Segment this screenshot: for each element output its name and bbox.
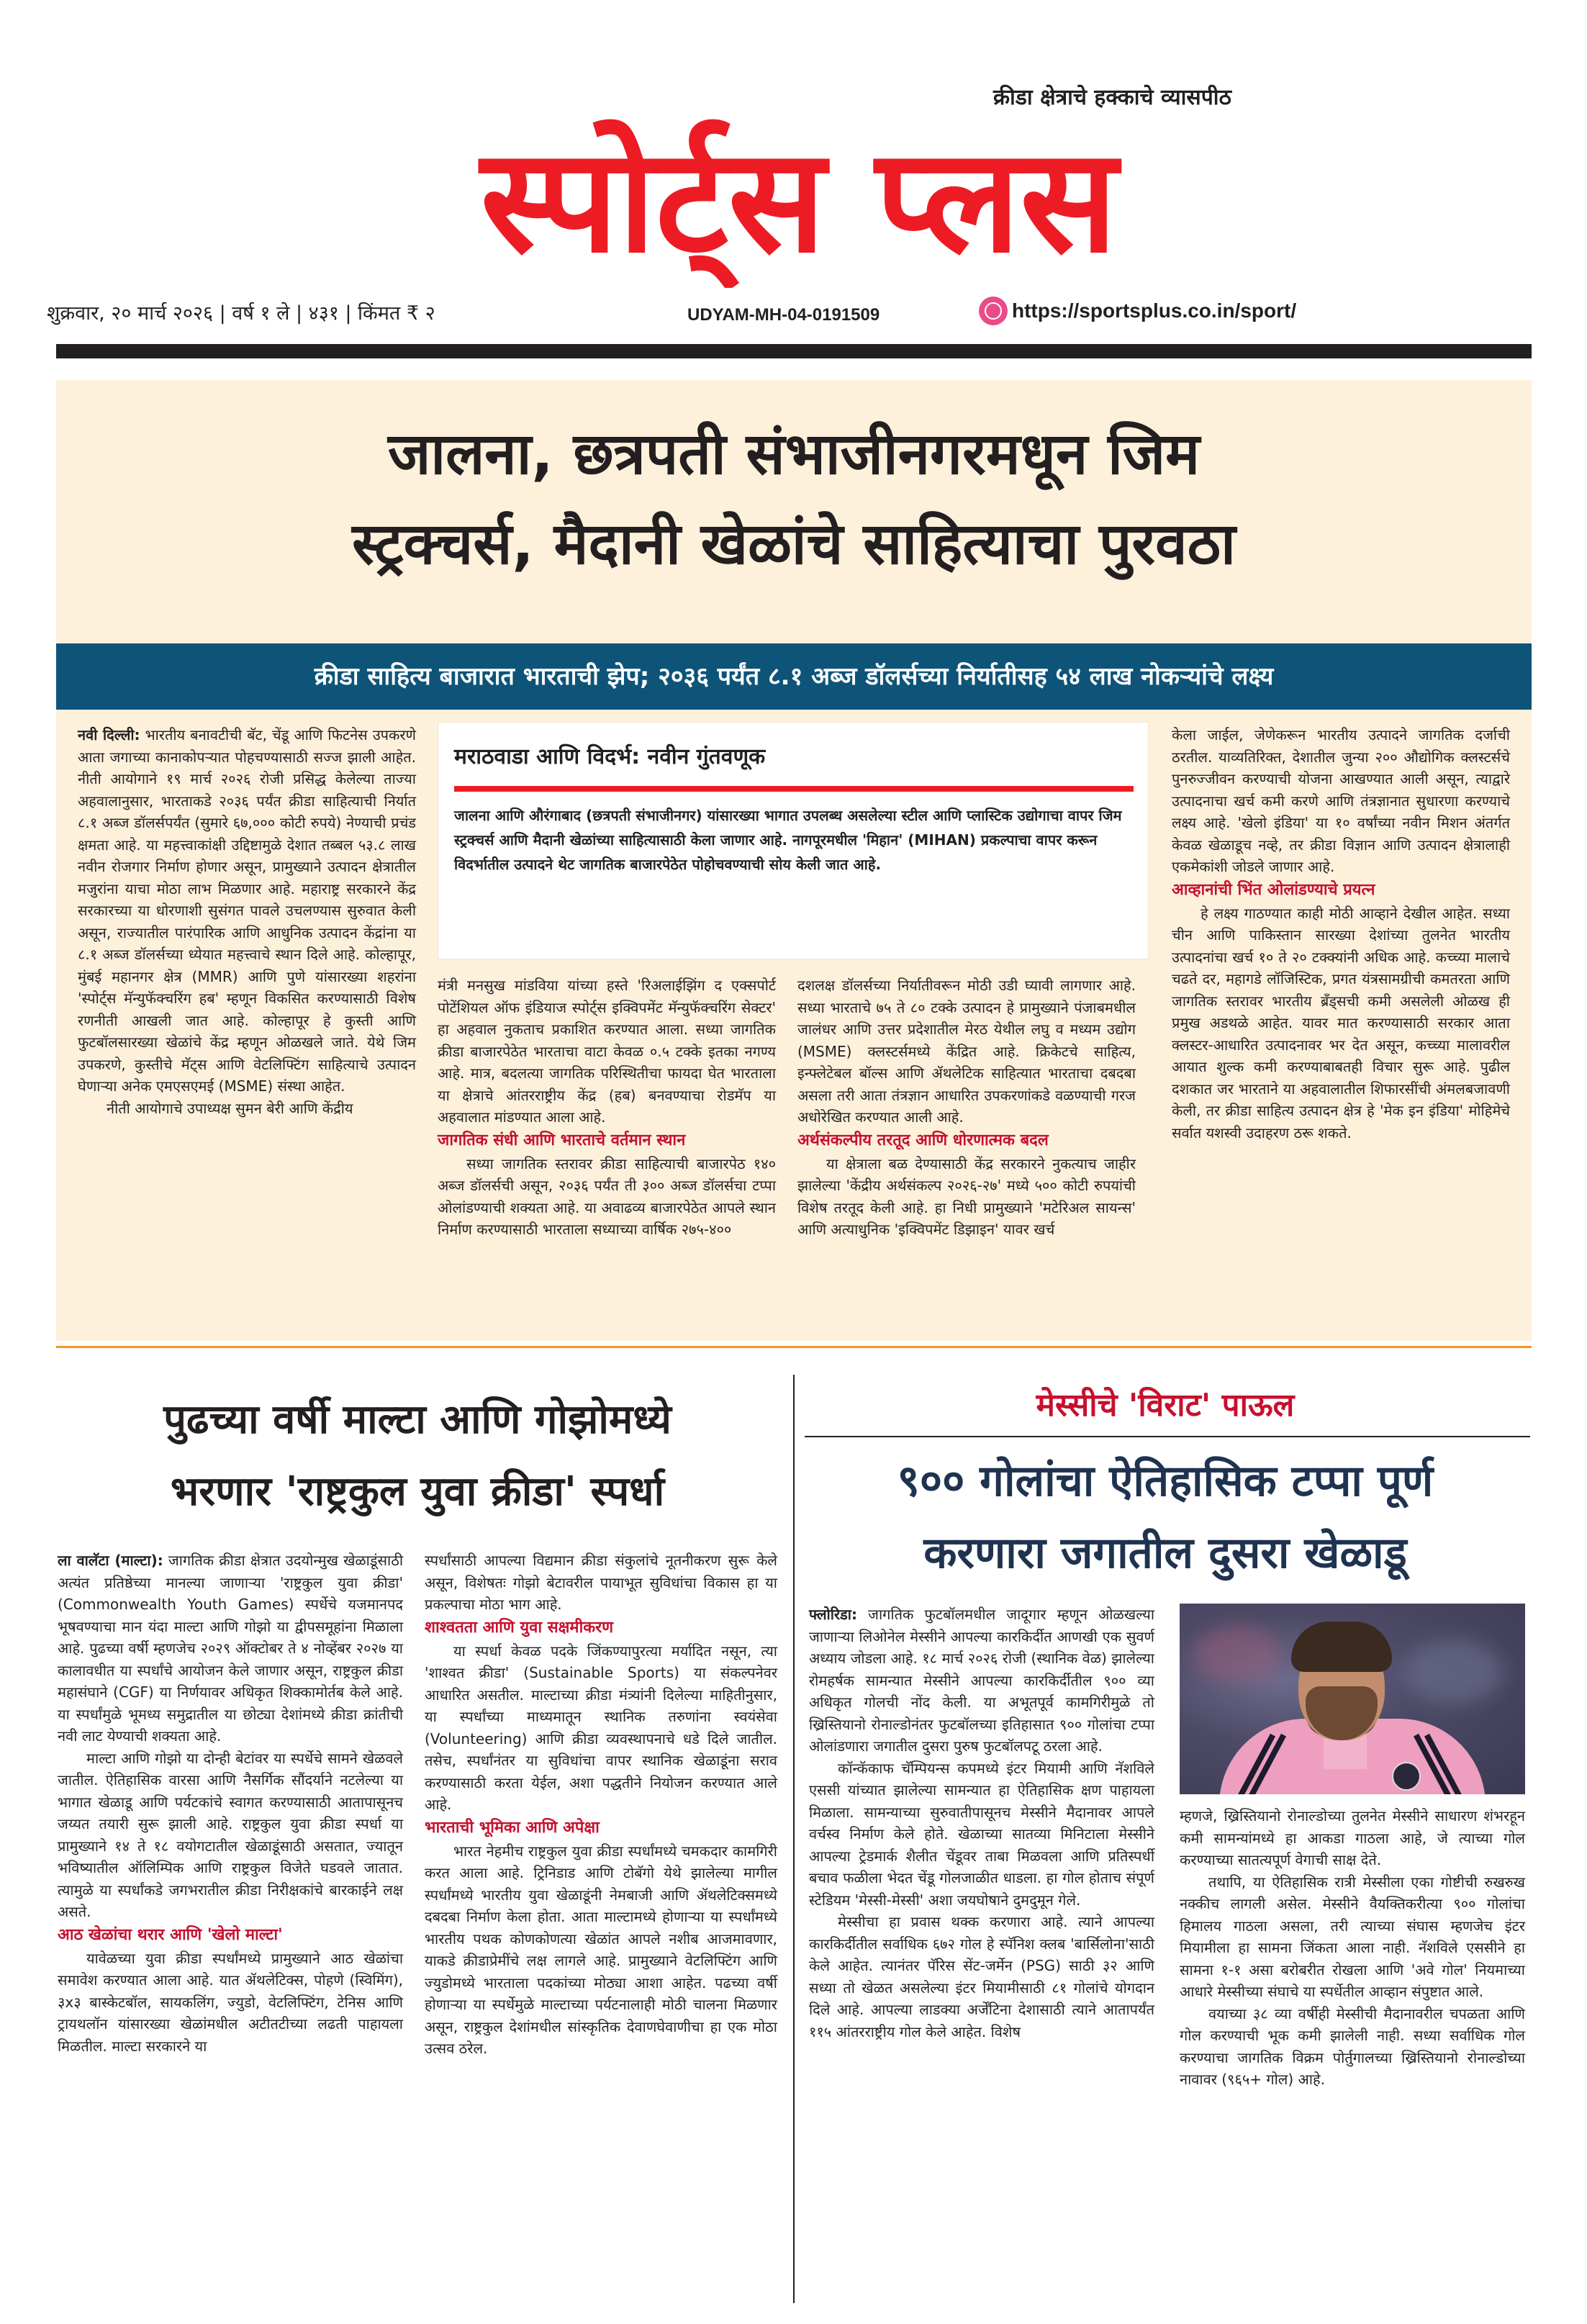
- lead-headline-line1: जालना, छत्रपती संभाजीनगरमधून जिम: [387, 420, 1201, 487]
- story3-paragraph: जागतिक फुटबॉलमधील जादूगार म्हणून ओळखल्या जाणाऱ्या लिओनेल मेस्सीने आपल्या कारकिर्दीत आणखी एक सुवर्ण अध्याय जोडला आहे. १८ मार्च २०२६ रोजी (स्थानिक वेळ) झालेल्या रोमहर्षक सामन्यात मेस्सीने आपल्या कारकिर्दीतील ९०० व्या अधिकृत गोलची नोंद केली. या अभूतपूर्व कामगिरीमुळे तो ख्रिस्तियानो रोनाल्डोनंतर फुटबॉलच्या इतिहासात ९०० गोलांचा टप्पा ओलांडणारा जगातील दुसरा पुरुष फुटबॉलपटू ठरला आहे.: [809, 1606, 1155, 1755]
- lead-paragraph: मंत्री मनसुख मांडविया यांच्या हस्ते 'रिअलाईझिंग द एक्सपोर्ट पोटेंशियल ऑफ इंडियाज स्पोर्ट्स इक्विपमेंट मॅन्युफॅक्चरिंग सेक्टर' हा अहवाल नुकताच प्रकाशित करण्यात आला. सध्या जागतिक क्रीडा बाजारपेठेत भारताचा वाटा केवळ ०.५ टक्के इतका नगण्य आहे. मात्र, बदलत्या जागतिक परिस्थितीचा फायदा घेत भारताला या क्षेत्राचे आंतरराष्ट्रीय केंद्र (हब) बनवण्याचा रोडमॅप या अहवालात मांडण्यात आला आहे.: [438, 977, 776, 1126]
- story-messi-900-goals: [795, 1348, 1536, 2324]
- sidebar-box-title: मराठवाडा आणि विदर्भ: नवीन गुंतवणूक: [454, 744, 766, 769]
- story3-headline-line1: ९०० गोलांचा ऐतिहासिक टप्पा पूर्ण: [897, 1456, 1434, 1506]
- lead-paragraph: दशलक्ष डॉलर्सच्या निर्यातीवरून मोठी उडी घ्यावी लागणार आहे. सध्या भारताचे ७५ ते ८० टक्के उत्पादन हे प्रामुख्याने पंजाबमधील जालंधर आणि उत्तर प्रदेशातील मेरठ येथील लघु व मध्यम उद्योग (MSME) क्लस्टर्समध्ये केंद्रित आहे. क्रिकेटचे साहित्य, इन्फ्लेटेबल बॉल्स आणि ॲथलेटिक साहित्यात भारताचा दबदबा असला तरी आता तंत्रज्ञान आधारित उपकरणांकडे वळण्याची गरज अधोरेखित करण्यात आली आहे.: [797, 977, 1136, 1126]
- story2-paragraph: जागतिक क्रीडा क्षेत्रात उदयोन्मुख खेळाडूंसाठी अत्यंत प्रतिष्ठेच्या मानल्या जाणाऱ्या 'राष्ट्रकुल युवा क्रीडा' (Commonwealth Youth Games) स्पर्धेचे यजमानपद भूषवण्याचा मान यंदा माल्टा आणि गोझो या द्वीपसमूहांना मिळाला आहे. पुढच्या वर्षी म्हणजेच २०२९ ऑक्टोबर ते ४ नोव्हेंबर २०२७ या कालावधीत या स्पर्धांचे आयोजन केले जाणार असून, राष्ट्रकुल क्रीडा महासंघाने (CGF) या निर्णयावर अधिकृत शिक्कामोर्तब केले आहे. या स्पर्धांमुळे भूमध्य समुद्रातील या छोट्या देशांमध्ये क्रीडा क्रांतीची नवी लाट येण्याची शक्यता आहे.: [58, 1552, 404, 1745]
- sidebar-box-text: जालना आणि औरंगाबाद (छत्रपती संभाजीनगर) यांसारख्या भागात उपलब्ध असलेल्या स्टील आणि प्लास्टिक उद्योगाचा वापर जिम स्ट्रक्चर्स आणि मैदानी खेळांच्या साहित्यासाठी केला जाणार आहे. नागपूरमधील 'मिहान' (MIHAN) प्रकल्पाचा वापर करून विदर्भातील उत्पादने थेट जागतिक बाजारपेठेत पोहोचवण्याची सोय केली जात आहे.: [454, 807, 1122, 873]
- dribbble-icon: [979, 297, 1008, 325]
- newspaper-logo: स्पोर्ट्स प्लस: [480, 117, 1118, 285]
- lead-column-1: [78, 724, 416, 1119]
- lead-subhead: जागतिक संधी आणि भारताचे वर्तमान स्थान: [438, 1131, 686, 1149]
- story2-subhead: भारताची भूमिका आणि अपेक्षा: [425, 1818, 600, 1837]
- story2-subhead: आठ खेळांचा थरार आणि 'खेलो माल्टा': [58, 1925, 283, 1944]
- lead-headline: [56, 409, 1532, 589]
- lead-paragraph: नीती आयोगाचे उपाध्यक्ष सुमन बेरी आणि केंद्रीय: [107, 1099, 353, 1117]
- story3-paragraph: तथापि, या ऐतिहासिक रात्री मेस्सीला एका गोष्टीची रुखरुख नक्कीच लागली असेल. मेस्सीने वैयक्तिकरीत्या ९०० गोलांचा हिमालय गाठला असला, तरी त्याच्या संघास म्हणजेच इंटर मियामीला हा सामना जिंकता आला नाही. नॅशविले एससीने हा सामना १-१ असा बरोबरीत रोखला आणि 'अवे गोल' नियमाच्या आधारे मेस्सीच्या संघाचे या स्पर्धेतील आव्हान संपुष्टात आले.: [1180, 1873, 1525, 2000]
- story-commonwealth-youth-games: [43, 1348, 792, 2324]
- lead-headline-line2: स्ट्रक्चर्स, मैदानी खेळांचे साहित्याचा पुरवठा: [352, 510, 1236, 577]
- lead-column-4: [1172, 724, 1510, 1144]
- story2-paragraph: स्पर्धांसाठी आपल्या विद्यमान क्रीडा संकुलांचे नूतनीकरण सुरू केले असून, विशेषतः गोझो बेटावरील पायाभूत सुविधांचा विकास हा या प्रकल्पाचा मोठा भाग आहे.: [425, 1552, 777, 1613]
- lead-paragraph: भारतीय बनावटीची बॅट, चेंडू आणि फिटनेस उपकरणे आता जगाच्या कानाकोपऱ्यात पोहचण्यासाठी सज्ज झाली आहेत. नीती आयोगाने १९ मार्च २०२६ रोजी प्रसिद्ध केलेल्या ताज्या अहवालानुसार, भारताकडे २०३६ पर्यंत क्रीडा साहित्याची निर्यात ८.१ अब्ज डॉलर्सपर्यंत (सुमारे ६७,००० कोटी रुपये) नेण्याची प्रचंड क्षमता आहे. या महत्त्वाकांक्षी उद्दिष्टामुळे देशात तब्बल ५३.८ लाख नवीन रोजगार निर्माण होणार असून, प्रामुख्याने उत्पादन क्षेत्रातील मजुरांना याचा मोठा लाभ मिळणार आहे. महाराष्ट्र सरकारने केंद्र सरकारच्या या धोरणाशी सुसंगत पावले उचलण्यास सुरुवात केली असून, राज्यातील पारंपारिक आणि आधुनिक उत्पादन केंद्रांना या ८.१ अब्ज डॉलर्सच्या ध्येयात महत्त्वाचे स्थान दिले आहे. कोल्हापूर, मुंबई महानगर क्षेत्र (MMR) आणि पुणे यांसारख्या शहरांना 'स्पोर्ट्स मॅन्युफॅक्चरिंग हब' म्हणून विकसित करण्यासाठी विशेष रणनीती आखली जात आहे. कोल्हापूर हे कुस्ती आणि फुटबॉलसारख्या खेळांचे केंद्र म्हणून ओळखले जाते. येथे जिम उपकरणे, कुस्तीचे मॅट्स आणि वेटलिफ्टिंग साहित्याचे उत्पादन घेणाऱ्या अनेक एमएसएमई (MSME) संस्था आहेत.: [78, 726, 417, 1095]
- club-crest-icon: [1392, 1762, 1421, 1791]
- issue-dateline: शुक्रवार, २० मार्च २०२६ | वर्ष १ ले | ४३१ | किंमत ₹ २: [47, 302, 435, 325]
- story2-column-1: [58, 1550, 403, 2057]
- lead-paragraph: सध्या जागतिक स्तरावर क्रीडा साहित्याची बाजारपेठ १४० अब्ज डॉलर्सची असून, २०३६ पर्यंत ती ३०० अब्ज डॉलर्सचा टप्पा ओलांडण्याची शक्यता आहे. या अवाढव्य बाजारपेठेत आपले स्थान निर्माण करण्यासाठी भारताला सध्याच्या वार्षिक २७५-४००: [438, 1154, 776, 1238]
- story2-subhead: शाश्वतता आणि युवा सक्षमीकरण: [425, 1618, 614, 1637]
- lead-subhead: आव्हानांची भिंत ओलांडण्याचे प्रयत्न: [1172, 880, 1375, 899]
- website-link[interactable]: [979, 297, 1296, 325]
- story2-paragraph: यावेळच्या युवा क्रीडा स्पर्धांमध्ये प्रामुख्याने आठ खेळांचा समावेश करण्यात आला आहे. यात ॲथलेटिक्स, पोहणे (स्विमिंग), ३x३ बास्केटबॉल, सायकलिंग, ज्युडो, वेटलिफ्टिंग, टेनिस आणि ट्रायथलॉन यांसारख्या खेळांमधील अटीतटीच्या लढती पाहायला मिळतील. माल्टा सरकारने या: [58, 1949, 403, 2055]
- lead-dateline: नवी दिल्ली:: [78, 726, 140, 743]
- masthead-rule: [56, 344, 1532, 358]
- story3-paragraph: मेस्सीचा हा प्रवास थक्क करणारा आहे. त्याने आपल्या कारकिर्दीतील सर्वाधिक ६७२ गोल हे स्पॅनिश क्लब 'बार्सिलोना'साठी केले आहेत. त्यानंतर पॅरिस सेंट-जर्मेन (PSG) साठी ३२ आणि सध्या तो खेळत असलेल्या इंटर मियामीसाठी ८१ गोलांचे योगदान दिले आहे. आपल्या लाडक्या अर्जेंटिना देशासाठी त्याने आतापर्यंत ११५ आंतरराष्ट्रीय गोल केले आहेत. विशेष: [809, 1913, 1154, 2040]
- lead-story: [56, 380, 1532, 1341]
- story2-headline: [43, 1384, 792, 1528]
- story2-dateline: ला वालॅटा (माल्टा):: [58, 1552, 163, 1569]
- lead-paragraph: केला जाईल, जेणेकरून भारतीय उत्पादने जागतिक दर्जाची ठरतील. याव्यतिरिक्त, देशातील जुन्या २०० औद्योगिक क्लस्टर्सचे पुनरुज्जीवन करण्याची योजना आखण्यात आली असून, त्याद्वारे उत्पादनाचा खर्च कमी करणे आणि तंत्रज्ञानात सुधारणा करण्याचे लक्ष्य आहे. 'खेलो इंडिया' या १० वर्षांच्या नवीन मिशन अंतर्गत केवळ खेळाडूच नव्हे, तर क्रीडा विज्ञान आणि उत्पादन क्षेत्रालाही एकमेकांशी जोडले जाणार आहे.: [1172, 726, 1510, 875]
- sidebar-box-rule: [454, 786, 1134, 792]
- story3-paragraph: म्हणजे, ख्रिस्तियानो रोनाल्डोच्या तुलनेत मेस्सीने साधारण शंभरहून कमी सामन्यांमध्ये हा आकडा गाठला आहे, जे त्याच्या गोल करण्याच्या सातत्यपूर्ण वेगाची साक्ष देते.: [1180, 1807, 1525, 1868]
- website-url[interactable]: https://sportsplus.co.in/sport/: [1012, 299, 1297, 322]
- story3-paragraph: वयाच्या ३८ व्या वर्षीही मेस्सीची मैदानावरील चपळता आणि गोल करण्याची भूक कमी झालेली नाही. सध्या सर्वाधिक गोल करण्याचा जागतिक विक्रम पोर्तुगालच्या ख्रिस्तियानो रोनाल्डोच्या नावावर (९६५+ गोल) आहे.: [1180, 2004, 1525, 2088]
- story3-headline: [795, 1445, 1536, 1589]
- masthead: [0, 0, 1587, 360]
- lead-column-2: [438, 975, 776, 1241]
- tagline: क्रीडा क्षेत्राचे हक्काचे व्यासपीठ: [993, 85, 1231, 110]
- sidebar-box-marathwada: [438, 722, 1149, 959]
- story3-column-1: [809, 1604, 1154, 2043]
- story3-kicker: मेस्सीचे 'विराट' पाऊल: [1036, 1387, 1295, 1424]
- story2-paragraph: माल्टा आणि गोझो या दोन्ही बेटांवर या स्पर्धेचे सामने खेळवले जातील. ऐतिहासिक वारसा आणि नैसर्गिक सौंदर्याने नटलेल्या या भागात खेळाडू आणि पर्यटकांचे स्वागत करण्यासाठी आतापासूनच जय्यत तयारी सुरू झाली आहे. राष्ट्रकुल युवा क्रीडा स्पर्धा या प्रामुख्याने १४ ते १८ वयोगटातील खेळाडूंसाठी असतात, ज्यातून भविष्यातील ऑलिम्पिक आणि राष्ट्रकुल विजेते घडवले जातात. त्यामुळे या स्पर्धांकडे जगभरातील क्रीडा निरीक्षकांचे बारकाईने लक्ष असते.: [58, 1749, 403, 1920]
- kicker-rule: [805, 1436, 1530, 1437]
- lead-paragraph: हे लक्ष्य गाठण्यात काही मोठी आव्हाने देखील आहेत. सध्या चीन आणि पाकिस्तान सारख्या देशांच्या तुलनेत भारतीय उत्पादनांचा खर्च १० ते २० टक्क्यांनी अधिक आहे. कच्च्या मालाचे चढते दर, महागडे लॉजिस्टिक, प्रगत यंत्रसामग्रीची कमतरता आणि जागतिक स्तरावर भारतीय ब्रँड्सची कमी असलेली ओळख ही प्रमुख अडथळे आहेत. यावर मात करण्यासाठी सरकार आता क्लस्टर-आधारित उत्पादनावर भर देत असून, कच्च्या मालावरील आयात शुल्क कमी करण्याबाबतही विचार सुरू आहे. पुढील दशकात जर भारताने या अहवालातील शिफारसींची अंमलबजावणी केली, तर क्रीडा साहित्य उत्पादन क्षेत्र हे 'मेक इन इंडिया' मोहिमेचे सर्वात यशस्वी उदाहरण ठरू शकते.: [1172, 904, 1510, 1141]
- story2-column-2: [425, 1550, 777, 2060]
- story3-headline-line2: करणारा जगातील दुसरा खेळाडू: [923, 1528, 1407, 1578]
- lead-subhead: अर्थसंकल्पीय तरतूद आणि धोरणात्मक बदल: [797, 1131, 1049, 1149]
- udyam-registration: UDYAM-MH-04-0191509: [687, 305, 880, 325]
- lead-strapline: क्रीडा साहित्य बाजारात भारताची झेप; २०३६ पर्यंत ८.१ अब्ज डॉलर्सच्या निर्यातीसह ५४ लाख नोकऱ्यांचे लक्ष्य: [56, 643, 1532, 710]
- messi-photo: [1180, 1604, 1525, 1794]
- story2-paragraph: भारत नेहमीच राष्ट्रकुल युवा क्रीडा स्पर्धांमध्ये चमकदार कामगिरी करत आला आहे. ट्रिनिडाड आणि टोबॅगो येथे झालेल्या मागील स्पर्धांमध्ये भारतीय युवा खेळाडूंनी नेमबाजी आणि ॲथलेटिक्समध्ये दबदबा निर्माण केला होता. आता माल्टामध्ये होणाऱ्या या स्पर्धांमध्ये भारतीय पथक कोणकोणत्या खेळांत आपले नशीब आजमावणार, याकडे क्रीडाप्रेमींचे लक्ष लागले आहे. प्रामुख्याने वेटलिफ्टिंग आणि ज्युडोमध्ये भारताला पदकांच्या मोठ्या आशा आहेत. पढच्या वर्षी होणाऱ्या या स्पर्धेमुळे माल्टाच्या पर्यटनालाही मोठी चालना मिळणार असून, राष्ट्रकुल देशांमधील सांस्कृतिक देवाणघेवाणीचा हा एक मोठा उत्सव ठरेल.: [425, 1842, 777, 2057]
- story3-dateline: फ्लोरिडा:: [809, 1606, 857, 1623]
- story3-column-2: [1180, 1805, 1525, 2091]
- story2-headline-line1: पुढच्या वर्षी माल्टा आणि गोझोमध्ये: [163, 1396, 672, 1443]
- story3-paragraph: कॉन्कॅकाफ चॅम्पियन्स कपमध्ये इंटर मियामी आणि नॅशविले एससी यांच्यात झालेल्या सामन्यात हा ऐतिहासिक क्षण पाहायला मिळाला. सामन्याच्या सुरुवातीपासूनच मेस्सीने मैदानावर आपले वर्चस्व निर्माण केले होते. खेळाच्या सातव्या मिनिटाला मेस्सीने आपल्या ट्रेडमार्क शैलीत चेंडूवर ताबा मिळवला आणि प्रतिस्पर्धी बचाव फळीला भेदत चेंडू गोलजाळीत धाडला. हा गोल होताच संपूर्ण स्टेडियम 'मेस्सी-मेस्सी' अशा जयघोषाने दुमदुमून गेले.: [809, 1759, 1154, 1909]
- lead-column-3: [797, 975, 1136, 1241]
- lead-paragraph: या क्षेत्राला बळ देण्यासाठी केंद्र सरकारने नुकत्याच जाहीर झालेल्या 'केंद्रीय अर्थसंकल्प २०२६-२७' मध्ये ५०० कोटी रुपयांची विशेष तरतूद केली आहे. हा निधी प्रामुख्याने 'मटेरिअल सायन्स' आणि अत्याधुनिक 'इक्विपमेंट डिझाइन' यावर खर्च: [797, 1154, 1136, 1238]
- story2-paragraph: या स्पर्धा केवळ पदके जिंकण्यापुरत्या मर्यादित नसून, त्या 'शाश्वत क्रीडा' (Sustainable Sports) या संकल्पनेवर आधारित असतील. माल्टाच्या क्रीडा मंत्र्यांनी दिलेल्या माहितीनुसार, या स्पर्धांच्या माध्यमातून स्थानिक तरुणांना स्वयंसेवा (Volunteering) आणि क्रीडा व्यवस्थापनाचे धडे दिले जातील. तसेच, स्पर्धांनंतर या सुविधांचा वापर स्थानिक खेळाडूंना सराव करण्यासाठी करता येईल, अशा पद्धतीने नियोजन करण्यात आले आहे.: [425, 1642, 777, 1813]
- story2-headline-line2: भरणार 'राष्ट्रकुल युवा क्रीडा' स्पर्धा: [170, 1468, 665, 1515]
